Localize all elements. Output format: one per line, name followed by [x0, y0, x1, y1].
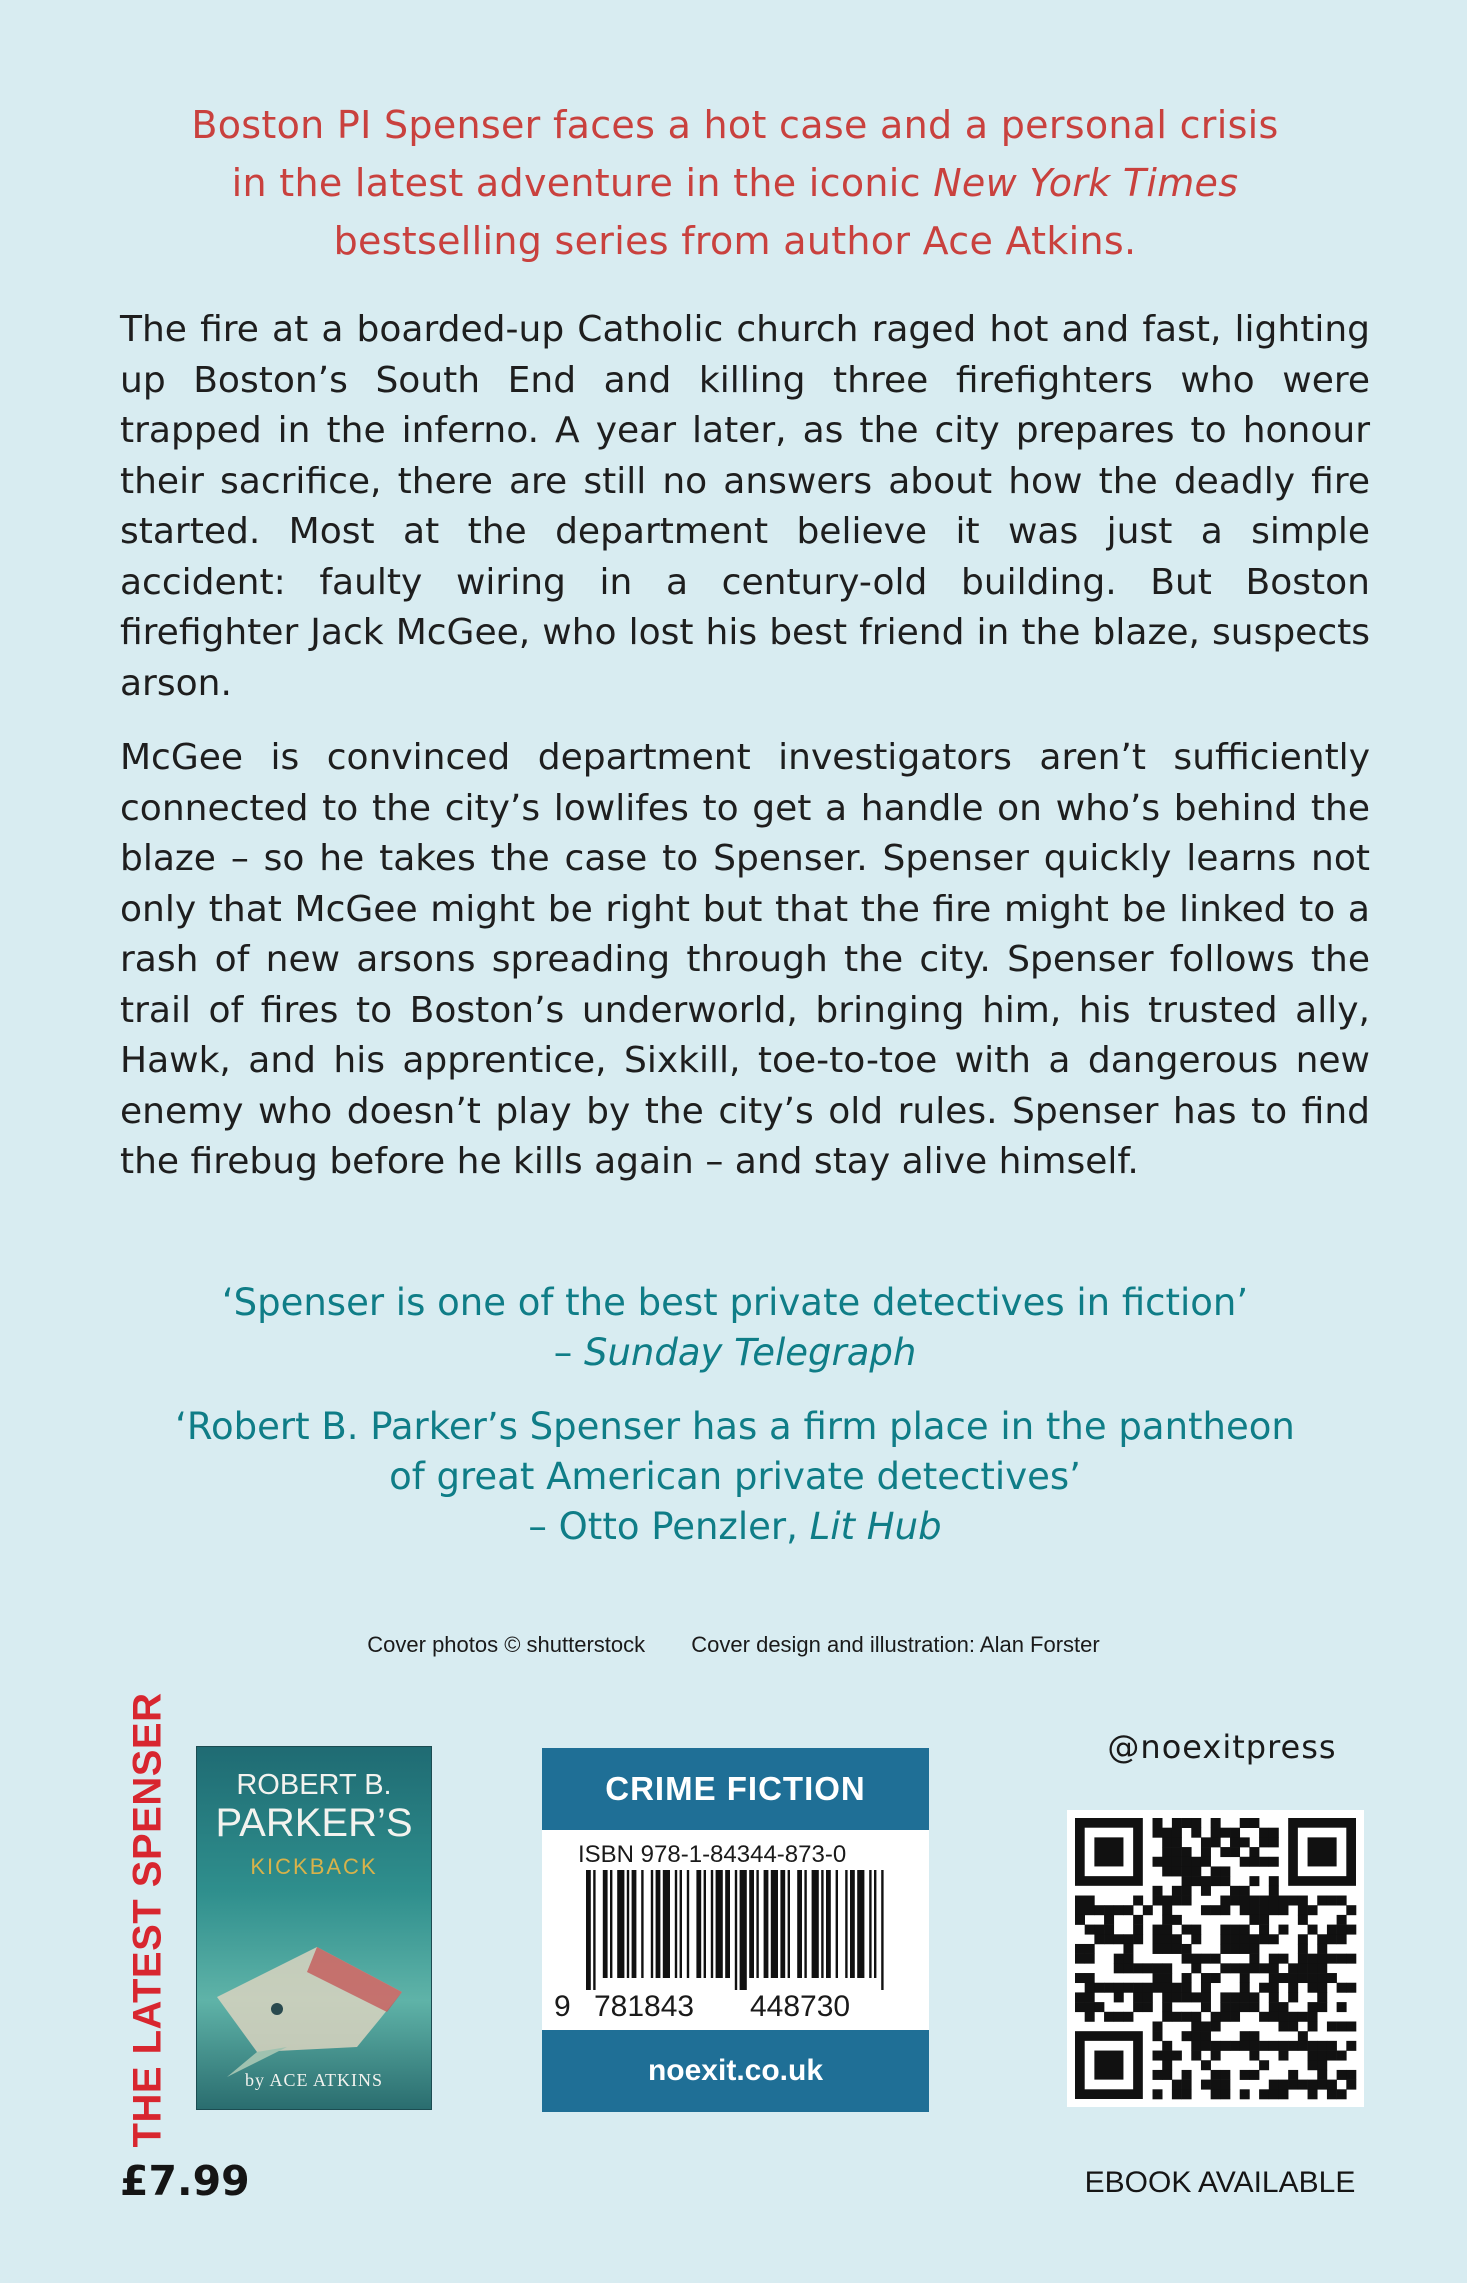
tagline-publication: New York Times	[933, 161, 1239, 205]
qr-code-icon	[1067, 1810, 1364, 2107]
barcode-digits	[542, 1990, 929, 2022]
blurb	[120, 305, 1370, 1212]
isbn-number: ISBN 978-1-84344-873-0	[578, 1841, 847, 1868]
barcode-digits-left: 781843	[594, 1990, 695, 2023]
tagline	[90, 96, 1380, 270]
review-quote-2-author: – Otto Penzler,	[528, 1505, 810, 1548]
review-quote-1-attribution	[90, 1328, 1380, 1378]
tagline-line-3: bestselling series from author Ace Atkins.	[333, 219, 1137, 263]
review-quote-1	[90, 1278, 1380, 1378]
photo-credit: Cover photos © shutterstock	[367, 1632, 646, 1657]
ebook-available-label: EBOOK AVAILABLE	[1084, 2166, 1356, 2199]
review-quote-1-text: ‘Spenser is one of the best private detectives in fiction’	[221, 1281, 1249, 1324]
tagline-line-2-text: in the latest adventure in the iconic	[231, 161, 934, 205]
barcode-icon	[542, 1870, 929, 1992]
price: £7.99	[120, 2157, 250, 2205]
qr-code-graphic	[1067, 1810, 1364, 2107]
latest-spenser-text: THE LATEST SPENSER	[125, 1692, 170, 2148]
barcode-digit-prefix: 9	[554, 1990, 571, 2023]
review-quote-2	[90, 1402, 1380, 1552]
review-quotes	[90, 1278, 1380, 1576]
review-quote-1-source: Sunday Telegraph	[583, 1331, 917, 1374]
social-handle: @noexitpress	[1107, 1728, 1337, 1766]
tagline-line-2	[90, 154, 1380, 212]
genre-banner: CRIME FICTION	[542, 1748, 929, 1830]
blurb-paragraph-2: McGee is convinced department investigators aren’t sufficiently connected to the city’s lowlifes to get a handle on who’s behind the blaze – so he takes the case to Spenser. Spenser quickly learns not only that McGee might be right but that the fire might be linked to a rash of new arsons spreading through the city. Spenser follows the trail of fires to Boston’s underworld, bringing him, his trusted ally, Hawk, and his apprentice, Sixkill, toe-to-toe with a dangerous new enemy who doesn’t play by the city’s old rules. Spenser has to find the firebug before he kills again – and stay alive himself.	[120, 737, 1370, 1182]
tagline-line-1: Boston PI Spenser faces a hot case and a personal crisis	[191, 103, 1279, 147]
review-quote-2-line-2: of great American private detectives’	[389, 1455, 1081, 1498]
review-quote-1-dash: –	[553, 1331, 584, 1374]
thumbnail-author-line-1: ROBERT B.	[236, 1769, 392, 1801]
review-quote-2-attribution	[90, 1502, 1380, 1552]
cover-credits	[0, 1632, 1467, 1658]
review-quote-2-source: Lit Hub	[809, 1505, 942, 1548]
thumbnail-title: KICKBACK	[250, 1854, 378, 1879]
latest-spenser-label	[118, 1692, 178, 2148]
thumbnail-author: by ACE ATKINS	[244, 2070, 383, 2090]
isbn-barcode-panel	[542, 1748, 929, 2112]
website-banner: noexit.co.uk	[542, 2030, 929, 2112]
thumbnail-author-line-2: PARKER’S	[215, 1801, 413, 1845]
blurb-paragraph-1: The fire at a boarded-up Catholic church raged hot and fast, lighting up Boston’s South End and killing three firefighters who were trapped in the inferno. A year later, as the city prepares to honour their sacrifice, there are still no answers about how the deadly fire started. Most at the department believe it was just a simple accident: faulty wiring in a century-old building. But Boston firefighter Jack McGee, who lost his best friend in the blaze, suspects arson.	[120, 309, 1370, 704]
barcode-digits-right: 448730	[750, 1990, 851, 2023]
book-cover-thumbnail	[197, 1747, 431, 2109]
design-credit: Cover design and illustration: Alan Forster	[691, 1632, 1100, 1657]
review-quote-2-line-1: ‘Robert B. Parker’s Spenser has a firm place in the pantheon	[175, 1405, 1295, 1448]
